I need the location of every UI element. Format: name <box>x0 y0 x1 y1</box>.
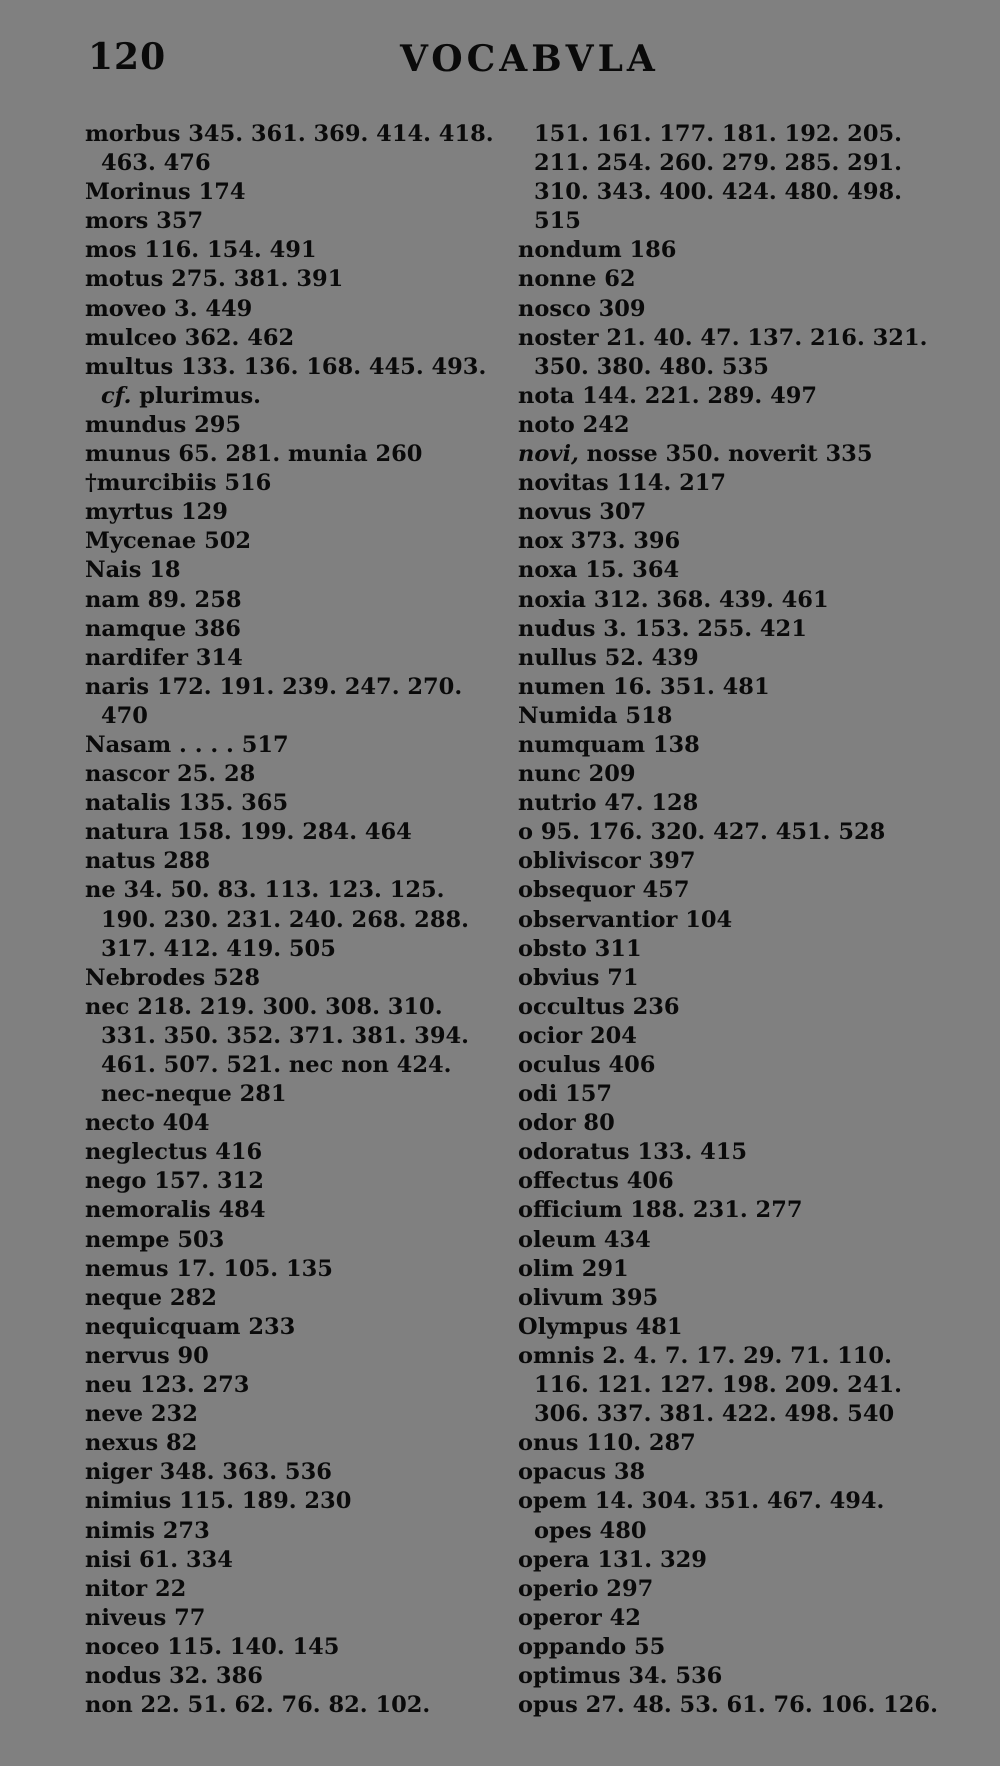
index-entry: obliviscor 397 <box>518 848 696 875</box>
index-entry: olim 291 <box>518 1255 629 1282</box>
index-entry-continuation: 463. 476 <box>101 150 211 177</box>
index-entry: occultus 236 <box>518 993 680 1020</box>
index-entry: mulceo 362. 462 <box>85 324 295 351</box>
index-entry: mors 357 <box>85 208 204 235</box>
index-entry: neu 123. 273 <box>85 1372 250 1399</box>
index-entry: non 22. 51. 62. 76. 82. 102. <box>85 1692 431 1719</box>
index-entry: natalis 135. 365 <box>85 790 289 817</box>
index-entry: oppando 55 <box>518 1633 666 1660</box>
index-entry: Mycenae 502 <box>85 528 252 555</box>
index-entry: neglectus 416 <box>85 1139 263 1166</box>
index-entry: oleum 434 <box>518 1226 651 1253</box>
index-entry: odi 157 <box>518 1081 613 1108</box>
index-entry: neque 282 <box>85 1284 217 1311</box>
index-entry: obsto 311 <box>518 935 642 962</box>
index-entry: Morinus 174 <box>85 179 246 206</box>
page-number: 120 <box>88 36 167 78</box>
index-entry: nisi 61. 334 <box>85 1546 233 1573</box>
index-entry-continuation: 470 <box>101 702 148 729</box>
index-entry: opacus 38 <box>518 1459 646 1486</box>
index-entry-continuation: 211. 254. 260. 279. 285. 291. <box>534 150 902 177</box>
index-entry-continuation: 350. 380. 480. 535 <box>534 353 769 380</box>
index-entry: observantior 104 <box>518 906 733 933</box>
index-entry: nodus 32. 386 <box>85 1662 263 1689</box>
index-entry: nexus 82 <box>85 1430 198 1457</box>
index-entry-continuation: 515 <box>534 208 581 235</box>
index-entry: munus 65. 281. munia 260 <box>85 441 423 468</box>
index-entry: nequicquam 233 <box>85 1313 296 1340</box>
index-entry: nutrio 47. 128 <box>518 790 699 817</box>
index-entry: offectus 406 <box>518 1168 674 1195</box>
left-column <box>85 120 525 1720</box>
index-entry: nunc 209 <box>518 761 636 788</box>
index-entry: odoratus 133. 415 <box>518 1139 748 1166</box>
index-entry: optimus 34. 536 <box>518 1662 723 1689</box>
index-entry: nonne 62 <box>518 266 636 293</box>
index-entry: noxa 15. 364 <box>518 557 680 584</box>
index-entry: nempe 503 <box>85 1226 225 1253</box>
index-entry: odor 80 <box>518 1110 615 1137</box>
index-entry: Nebrodes 528 <box>85 964 260 991</box>
index-entry: nemus 17. 105. 135 <box>85 1255 333 1282</box>
index-entry: opera 131. 329 <box>518 1546 707 1573</box>
index-entry: Nais 18 <box>85 557 181 584</box>
index-entry: numquam 138 <box>518 731 700 758</box>
index-entry: noceo 115. 140. 145 <box>85 1633 340 1660</box>
index-entry: nascor 25. 28 <box>85 761 256 788</box>
index-entry: nota 144. 221. 289. 497 <box>518 382 818 409</box>
index-entry: nox 373. 396 <box>518 528 681 555</box>
index-entry: nemoralis 484 <box>85 1197 266 1224</box>
running-head: VOCABVLA <box>400 38 659 80</box>
index-entry: necto 404 <box>85 1110 210 1137</box>
index-entry: ocior 204 <box>518 1022 637 1049</box>
index-entry: morbus 345. 361. 369. 414. 418. <box>85 121 494 147</box>
index-entry-continuation: nec-neque 281 <box>101 1081 287 1108</box>
index-entry-continuation: opes 480 <box>534 1517 647 1544</box>
index-entry-continuation: 331. 350. 352. 371. 381. 394. <box>101 1022 469 1049</box>
index-entry: nec 218. 219. 300. 308. 310. <box>85 993 443 1020</box>
index-entry: myrtus 129 <box>85 499 228 526</box>
index-entry-continuation: cf. plurimus. <box>101 382 261 409</box>
index-entry-continuation: 116. 121. 127. 198. 209. 241. <box>534 1372 902 1399</box>
index-entry: nego 157. 312 <box>85 1168 264 1195</box>
index-entry: nardifer 314 <box>85 644 243 671</box>
index-entry: mundus 295 <box>85 411 242 438</box>
index-entry: onus 110. 287 <box>518 1430 696 1457</box>
index-entry: noster 21. 40. 47. 137. 216. 321. <box>518 324 928 351</box>
index-entry: omnis 2. 4. 7. 17. 29. 71. 110. <box>518 1342 892 1369</box>
index-entry: operio 297 <box>518 1575 654 1602</box>
index-entry: niger 348. 363. 536 <box>85 1459 332 1486</box>
index-entry: o 95. 176. 320. 427. 451. 528 <box>518 819 886 846</box>
index-entry: Numida 518 <box>518 702 673 729</box>
index-entry: operor 42 <box>518 1604 641 1631</box>
index-entry: numen 16. 351. 481 <box>518 673 770 700</box>
index-entry: niveus 77 <box>85 1604 206 1631</box>
index-entry: olivum 395 <box>518 1284 659 1311</box>
index-entry: natura 158. 199. 284. 464 <box>85 819 412 846</box>
index-entry-continuation: 317. 412. 419. 505 <box>101 935 336 962</box>
index-entry: nosco 309 <box>518 295 646 322</box>
right-column <box>518 120 958 1720</box>
page-header <box>0 30 1000 90</box>
index-entry: noto 242 <box>518 411 630 438</box>
index-entry: nondum 186 <box>518 237 677 264</box>
index-entry: †murcibiis 516 <box>85 470 272 497</box>
index-entry: nitor 22 <box>85 1575 187 1602</box>
index-entry: motus 275. 381. 391 <box>85 266 344 293</box>
index-entry-continuation: 461. 507. 521. nec non 424. <box>101 1052 452 1078</box>
index-entry: officium 188. 231. 277 <box>518 1197 803 1224</box>
index-entry: nudus 3. 153. 255. 421 <box>518 615 807 642</box>
index-entry-continuation: 190. 230. 231. 240. 268. 288. <box>101 906 469 933</box>
index-entry-continuation: 306. 337. 381. 422. 498. 540 <box>534 1401 895 1428</box>
index-entry: opus 27. 48. 53. 61. 76. 106. 126. <box>518 1692 938 1719</box>
index-entry: opem 14. 304. 351. 467. 494. <box>518 1488 885 1515</box>
index-entry: neve 232 <box>85 1401 198 1428</box>
index-entry: novi, nosse 350. noverit 335 <box>518 441 873 468</box>
index-entry: naris 172. 191. 239. 247. 270. <box>85 673 463 700</box>
index-entry: natus 288 <box>85 848 211 875</box>
index-entry: Olympus 481 <box>518 1313 683 1340</box>
index-entry: oculus 406 <box>518 1052 656 1078</box>
index-entry: novitas 114. 217 <box>518 470 727 497</box>
index-entry: moveo 3. 449 <box>85 295 253 322</box>
index-entry: nervus 90 <box>85 1342 209 1369</box>
index-entry: obvius 71 <box>518 964 639 991</box>
index-entry: obsequor 457 <box>518 877 690 904</box>
index-entry: multus 133. 136. 168. 445. 493. <box>85 353 487 380</box>
index-entry: noxia 312. 368. 439. 461 <box>518 586 829 613</box>
index-entry: novus 307 <box>518 499 647 526</box>
index-entry: Nasam . . . . 517 <box>85 731 289 758</box>
index-entry: nam 89. 258 <box>85 586 242 613</box>
index-entry: nimius 115. 189. 230 <box>85 1488 352 1515</box>
index-entry: namque 386 <box>85 615 241 642</box>
index-entry-continuation: 310. 343. 400. 424. 480. 498. <box>534 179 902 206</box>
index-entry: nullus 52. 439 <box>518 644 699 671</box>
index-entry: nimis 273 <box>85 1517 210 1544</box>
index-entry: ne 34. 50. 83. 113. 123. 125. <box>85 877 445 904</box>
index-entry: mos 116. 154. 491 <box>85 237 317 264</box>
index-entry-continuation: 151. 161. 177. 181. 192. 205. <box>534 121 902 147</box>
